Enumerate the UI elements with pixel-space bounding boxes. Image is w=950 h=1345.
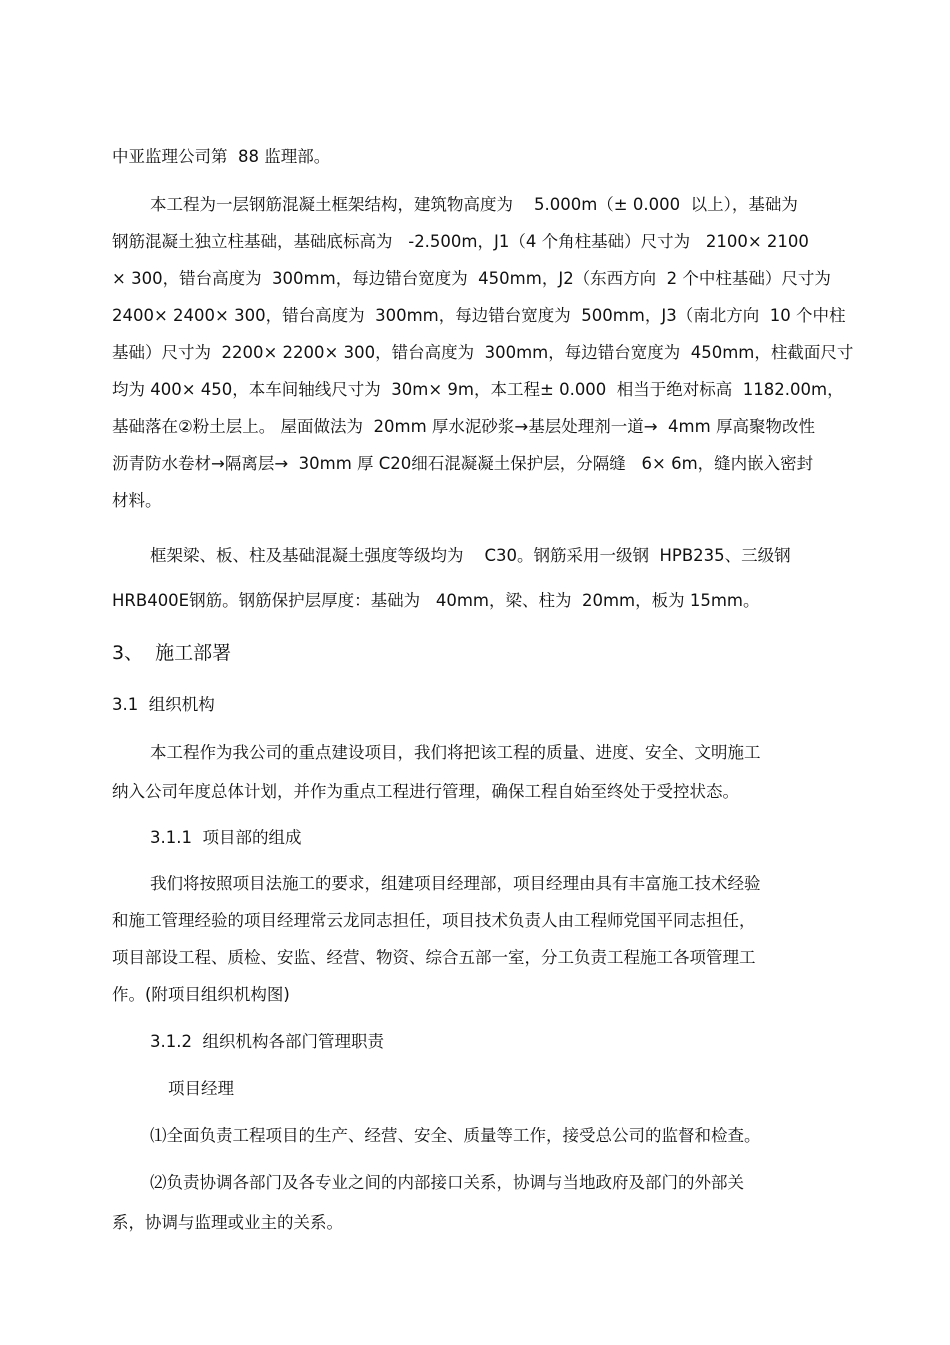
subsection-heading: 3.1 组织机构 bbox=[112, 695, 215, 714]
text-line: 作。(附项目组织机构图) bbox=[112, 985, 290, 1004]
text-line: ⑵负责协调各部门及各专业之间的内部接口关系，协调与当地政府及部门的外部关 bbox=[150, 1173, 744, 1192]
text-line: 基础）尺寸为 2200× 2200× 300，错台高度为 300mm，每边错台宽度为 450mm，柱截面尺寸 bbox=[112, 343, 854, 362]
text-line: 项目部设工程、质检、安监、经营、物资、综合五部一室，分工负责工程施工各项管理工 bbox=[112, 948, 756, 967]
text-line: 中亚监理公司第 88 监理部。 bbox=[112, 147, 331, 166]
text-line: 基础落在②粉土层上。 屋面做法为 20mm 厚水泥砂浆→基层处理剂一道→ 4mm 厚高聚物改性 bbox=[112, 417, 815, 436]
text-line: 沥青防水卷材→隔离层→ 30mm 厚 C20细石混凝凝土保护层，分隔缝 6× 6m，缝内嵌入密封 bbox=[112, 454, 814, 473]
text-line: 我们将按照项目法施工的要求，组建项目经理部，项目经理由具有丰富施工技术经验 bbox=[150, 874, 761, 893]
text-line: 和施工管理经验的项目经理常云龙同志担任，项目技术负责人由工程师党国平同志担任， bbox=[112, 911, 756, 930]
text-line: × 300，错台高度为 300mm，每边错台宽度为 450mm，J2（东西方向 2 个中柱基础）尺寸为 bbox=[112, 269, 831, 288]
text-line: HRB400E钢筋。钢筋保护层厚度：基础为 40mm，梁、柱为 20mm，板为 15mm。 bbox=[112, 591, 760, 610]
text-line: 框架梁、板、柱及基础混凝土强度等级均为 C30。钢筋采用一级钢 HPB235、三级钢 bbox=[150, 546, 791, 565]
text-line: 纳入公司年度总体计划，并作为重点工程进行管理，确保工程自始至终处于受控状态。 bbox=[112, 782, 739, 801]
subsection-heading: 3.1.2 组织机构各部门管理职责 bbox=[150, 1032, 384, 1051]
subsection-heading: 3.1.1 项目部的组成 bbox=[150, 828, 302, 847]
text-line: 系，协调与监理或业主的关系。 bbox=[112, 1213, 343, 1232]
role-title: 项目经理 bbox=[168, 1079, 234, 1098]
text-line: 均为 400× 450，本车间轴线尺寸为 30m× 9m，本工程± 0.000 相当于绝对标高 1182.00m， bbox=[112, 380, 844, 399]
text-line: 2400× 2400× 300，错台高度为 300mm，每边错台宽度为 500mm，J3（南北方向 10 个中柱 bbox=[112, 306, 846, 325]
text-line: 材料。 bbox=[112, 491, 162, 510]
text-line: 本工程作为我公司的重点建设项目，我们将把该工程的质量、进度、安全、文明施工 bbox=[150, 743, 761, 762]
text-line: ⑴全面负责工程项目的生产、经营、安全、质量等工作，接受总公司的监督和检查。 bbox=[150, 1126, 761, 1145]
text-line: 本工程为一层钢筋混凝土框架结构，建筑物高度为 5.000m（± 0.000 以上），基础为 bbox=[150, 195, 798, 214]
text-line: 钢筋混凝土独立柱基础，基础底标高为 -2.500m，J1（4 个角柱基础）尺寸为 2100× 2100 bbox=[112, 232, 809, 251]
section-heading: 3、 施工部署 bbox=[112, 642, 232, 664]
